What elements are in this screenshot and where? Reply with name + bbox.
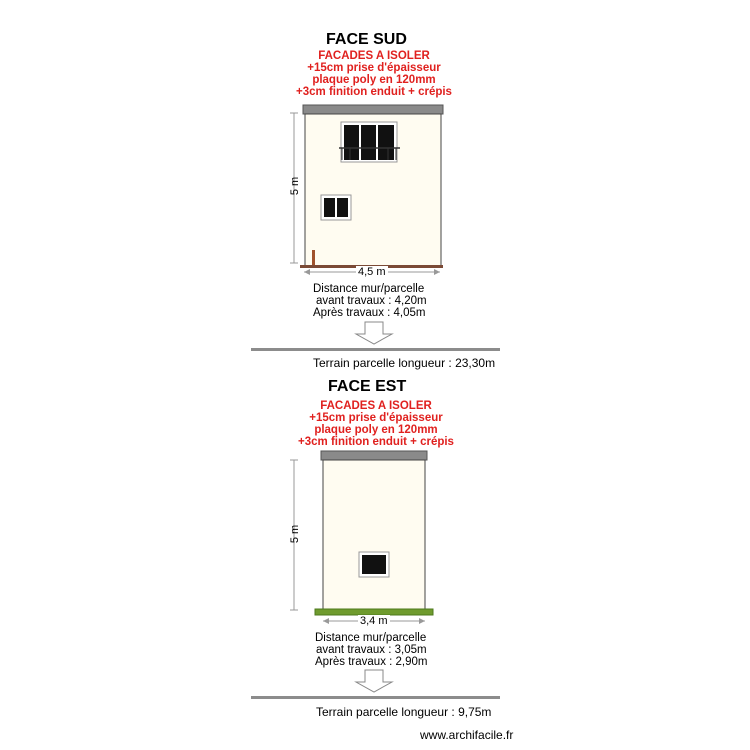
- est-title: FACE EST: [328, 378, 407, 395]
- sud-distance-line-3: Après travaux : 4,05m: [313, 307, 426, 319]
- est-wall: [323, 460, 425, 610]
- est-insulation-note: [266, 400, 486, 448]
- est-terrain-line: [251, 696, 500, 699]
- sud-red-line-1: FACADES A ISOLER: [318, 50, 430, 62]
- est-red-line-4: +3cm finition enduit + crépis: [298, 436, 454, 448]
- est-height-label: 5 m: [289, 524, 301, 544]
- sud-large-window: [339, 122, 400, 162]
- est-terrain-label: Terrain parcelle longueur : 9,75m: [316, 705, 492, 719]
- est-distance-note: [315, 632, 428, 668]
- watermark[interactable]: www.archifacile.fr: [420, 728, 514, 742]
- est-down-arrow: [356, 670, 392, 692]
- est-window: [359, 552, 389, 577]
- sud-terrain-label: Terrain parcelle longueur : 23,30m: [313, 356, 496, 370]
- sud-title: FACE SUD: [326, 31, 407, 48]
- est-width-label: 3,4 m: [360, 615, 388, 627]
- sud-down-arrow: [356, 322, 392, 344]
- est-distance-line-2: avant travaux : 3,05m: [316, 644, 427, 656]
- est-distance-line-3: Après travaux : 2,90m: [315, 656, 428, 668]
- est-red-line-3: plaque poly en 120mm: [314, 424, 438, 436]
- sud-distance-line-2: avant travaux : 4,20m: [316, 295, 427, 307]
- est-distance-line-1: Distance mur/parcelle: [315, 632, 427, 644]
- est-red-line-2: +15cm prise d'épaisseur: [309, 412, 443, 424]
- sud-width-label: 4,5 m: [358, 266, 386, 278]
- sud-red-line-2: +15cm prise d'épaisseur: [307, 62, 441, 74]
- sud-downpipe: [312, 250, 315, 266]
- sud-small-window: [321, 195, 351, 220]
- sud-distance-line-1: Distance mur/parcelle: [313, 283, 425, 295]
- est-roof: [321, 451, 427, 460]
- sud-roof: [303, 105, 443, 114]
- sud-red-line-4: +3cm finition enduit + crépis: [296, 86, 452, 98]
- sud-height-label: 5 m: [289, 176, 301, 196]
- sud-red-line-3: plaque poly en 120mm: [312, 74, 436, 86]
- sud-terrain-line: [251, 348, 500, 351]
- sud-distance-note: [313, 283, 427, 319]
- est-red-line-1: FACADES A ISOLER: [320, 400, 432, 412]
